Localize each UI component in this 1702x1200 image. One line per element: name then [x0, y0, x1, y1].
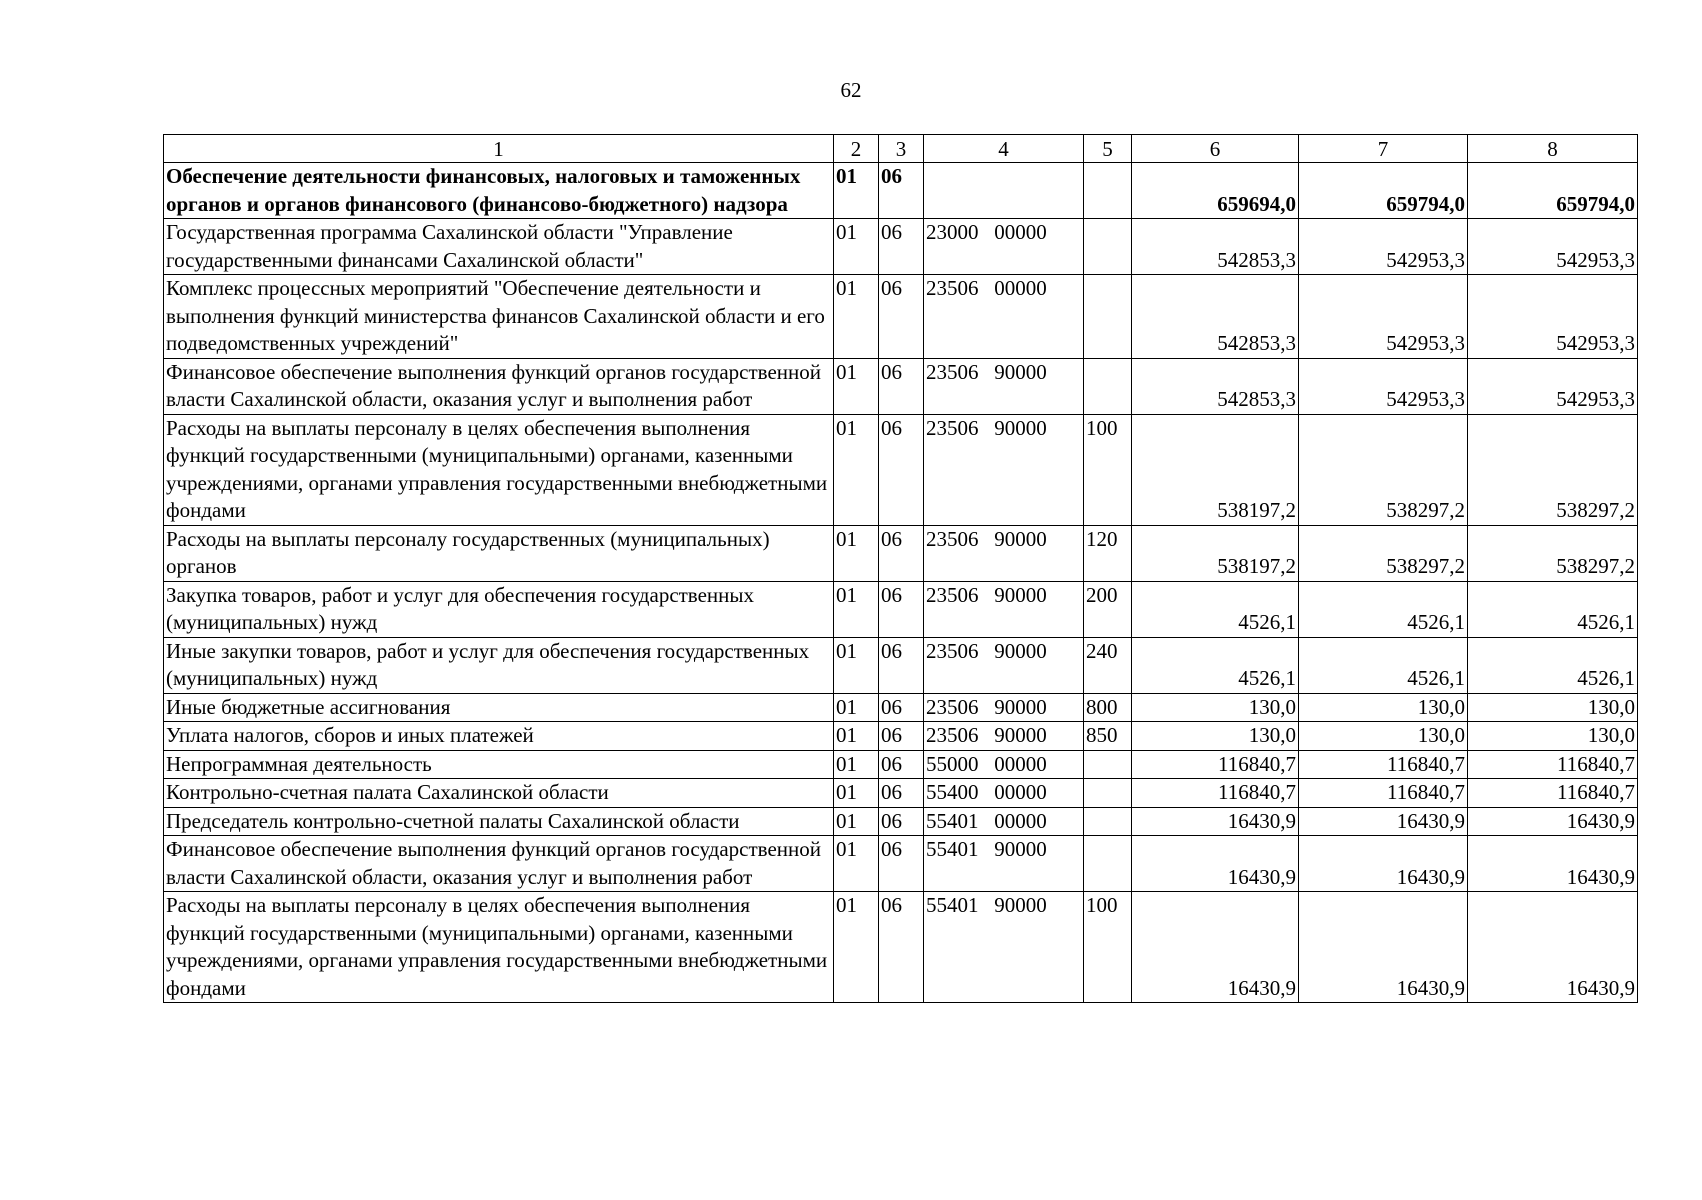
expense-type-code: 800	[1084, 693, 1132, 722]
amount-year-2: 538297,2	[1299, 525, 1468, 581]
section-code: 01	[834, 358, 879, 414]
target-article-code: 23506 90000	[924, 414, 1084, 525]
section-code: 01	[834, 836, 879, 892]
section-code: 01	[834, 163, 879, 219]
amount-year-2: 542953,3	[1299, 275, 1468, 359]
table-row	[164, 581, 1638, 637]
section-code: 01	[834, 750, 879, 779]
row-name: Финансовое обеспечение выполнения функций органов государственной власти Сахалинской области, оказания услуг и выполнения работ	[164, 358, 834, 414]
amount-year-3: 16430,9	[1468, 807, 1638, 836]
subsection-code: 06	[879, 525, 924, 581]
section-code: 01	[834, 807, 879, 836]
target-article-code: 55000 00000	[924, 750, 1084, 779]
amount-year-1: 4526,1	[1132, 637, 1299, 693]
target-article-code: 55401 90000	[924, 836, 1084, 892]
column-number-row	[164, 135, 1638, 163]
subsection-code: 06	[879, 414, 924, 525]
row-name: Иные бюджетные ассигнования	[164, 693, 834, 722]
amount-year-1: 542853,3	[1132, 358, 1299, 414]
amount-year-1: 16430,9	[1132, 807, 1299, 836]
column-number: 2	[834, 135, 879, 163]
target-article-code: 23506 90000	[924, 693, 1084, 722]
amount-year-2: 542953,3	[1299, 358, 1468, 414]
table-row	[164, 414, 1638, 525]
subsection-code: 06	[879, 750, 924, 779]
column-number: 5	[1084, 135, 1132, 163]
target-article-code: 23000 00000	[924, 219, 1084, 275]
table-body	[164, 135, 1638, 1003]
amount-year-3: 538297,2	[1468, 525, 1638, 581]
budget-table	[163, 134, 1638, 1003]
amount-year-3: 659794,0	[1468, 163, 1638, 219]
page-number: 62	[840, 78, 862, 102]
section-code: 01	[834, 892, 879, 1003]
table-row	[164, 836, 1638, 892]
amount-year-2: 16430,9	[1299, 892, 1468, 1003]
expense-type-code	[1084, 275, 1132, 359]
subsection-code: 06	[879, 275, 924, 359]
section-code: 01	[834, 219, 879, 275]
target-article-code: 23506 90000	[924, 637, 1084, 693]
expense-type-code: 200	[1084, 581, 1132, 637]
amount-year-2: 16430,9	[1299, 807, 1468, 836]
amount-year-3: 116840,7	[1468, 750, 1638, 779]
amount-year-1: 116840,7	[1132, 779, 1299, 808]
subsection-code: 06	[879, 779, 924, 808]
section-code: 01	[834, 581, 879, 637]
row-name: Государственная программа Сахалинской области "Управление государственными финансами Сахалинской области"	[164, 219, 834, 275]
subsection-code: 06	[879, 722, 924, 751]
table-row	[164, 892, 1638, 1003]
amount-year-1: 116840,7	[1132, 750, 1299, 779]
amount-year-3: 542953,3	[1468, 275, 1638, 359]
target-article-code	[924, 163, 1084, 219]
amount-year-3: 4526,1	[1468, 637, 1638, 693]
amount-year-2: 659794,0	[1299, 163, 1468, 219]
amount-year-3: 542953,3	[1468, 358, 1638, 414]
amount-year-3: 542953,3	[1468, 219, 1638, 275]
column-number: 3	[879, 135, 924, 163]
amount-year-3: 4526,1	[1468, 581, 1638, 637]
amount-year-1: 538197,2	[1132, 414, 1299, 525]
target-article-code: 23506 90000	[924, 722, 1084, 751]
amount-year-1: 16430,9	[1132, 892, 1299, 1003]
section-code: 01	[834, 693, 879, 722]
row-name: Расходы на выплаты персоналу в целях обеспечения выполнения функций государственными (муниципальными) органами, казенными учреждениями, органами управления государственными внебюджетными фондами	[164, 892, 834, 1003]
amount-year-2: 116840,7	[1299, 750, 1468, 779]
subsection-code: 06	[879, 163, 924, 219]
amount-year-1: 16430,9	[1132, 836, 1299, 892]
row-name: Финансовое обеспечение выполнения функций органов государственной власти Сахалинской области, оказания услуг и выполнения работ	[164, 836, 834, 892]
section-code: 01	[834, 779, 879, 808]
amount-year-2: 542953,3	[1299, 219, 1468, 275]
row-name: Непрограммная деятельность	[164, 750, 834, 779]
table-row	[164, 525, 1638, 581]
amount-year-2: 538297,2	[1299, 414, 1468, 525]
amount-year-2: 116840,7	[1299, 779, 1468, 808]
row-name: Расходы на выплаты персоналу государственных (муниципальных) органов	[164, 525, 834, 581]
target-article-code: 23506 00000	[924, 275, 1084, 359]
subsection-code: 06	[879, 836, 924, 892]
table-row	[164, 637, 1638, 693]
section-code: 01	[834, 637, 879, 693]
row-name: Закупка товаров, работ и услуг для обеспечения государственных (муниципальных) нужд	[164, 581, 834, 637]
expense-type-code	[1084, 836, 1132, 892]
amount-year-2: 4526,1	[1299, 581, 1468, 637]
amount-year-2: 130,0	[1299, 722, 1468, 751]
expense-type-code	[1084, 219, 1132, 275]
amount-year-2: 16430,9	[1299, 836, 1468, 892]
table-row	[164, 163, 1638, 219]
amount-year-1: 130,0	[1132, 693, 1299, 722]
row-name: Председатель контрольно-счетной палаты Сахалинской области	[164, 807, 834, 836]
column-number: 8	[1468, 135, 1638, 163]
row-name: Иные закупки товаров, работ и услуг для обеспечения государственных (муниципальных) нужд	[164, 637, 834, 693]
expense-type-code	[1084, 779, 1132, 808]
target-article-code: 55400 00000	[924, 779, 1084, 808]
subsection-code: 06	[879, 219, 924, 275]
subsection-code: 06	[879, 892, 924, 1003]
amount-year-3: 538297,2	[1468, 414, 1638, 525]
section-code: 01	[834, 525, 879, 581]
expense-type-code: 240	[1084, 637, 1132, 693]
table-row	[164, 358, 1638, 414]
subsection-code: 06	[879, 581, 924, 637]
amount-year-1: 538197,2	[1132, 525, 1299, 581]
amount-year-2: 4526,1	[1299, 637, 1468, 693]
section-code: 01	[834, 275, 879, 359]
column-number: 1	[164, 135, 834, 163]
expense-type-code	[1084, 750, 1132, 779]
amount-year-2: 130,0	[1299, 693, 1468, 722]
table-row	[164, 779, 1638, 808]
table-row	[164, 807, 1638, 836]
row-name: Контрольно-счетная палата Сахалинской области	[164, 779, 834, 808]
target-article-code: 23506 90000	[924, 358, 1084, 414]
table-row	[164, 722, 1638, 751]
table-row	[164, 275, 1638, 359]
amount-year-1: 542853,3	[1132, 219, 1299, 275]
amount-year-3: 16430,9	[1468, 836, 1638, 892]
amount-year-1: 659694,0	[1132, 163, 1299, 219]
expense-type-code: 100	[1084, 414, 1132, 525]
section-code: 01	[834, 722, 879, 751]
target-article-code: 23506 90000	[924, 581, 1084, 637]
table-row	[164, 219, 1638, 275]
amount-year-3: 130,0	[1468, 722, 1638, 751]
subsection-code: 06	[879, 693, 924, 722]
expense-type-code	[1084, 358, 1132, 414]
amount-year-3: 130,0	[1468, 693, 1638, 722]
row-name: Комплекс процессных мероприятий "Обеспечение деятельности и выполнения функций министерства финансов Сахалинской области и его подведомственных учреждений"	[164, 275, 834, 359]
target-article-code: 23506 90000	[924, 525, 1084, 581]
subsection-code: 06	[879, 358, 924, 414]
amount-year-3: 116840,7	[1468, 779, 1638, 808]
amount-year-3: 16430,9	[1468, 892, 1638, 1003]
expense-type-code: 850	[1084, 722, 1132, 751]
table-row	[164, 750, 1638, 779]
section-code: 01	[834, 414, 879, 525]
subsection-code: 06	[879, 637, 924, 693]
column-number: 7	[1299, 135, 1468, 163]
table-row	[164, 693, 1638, 722]
target-article-code: 55401 90000	[924, 892, 1084, 1003]
target-article-code: 55401 00000	[924, 807, 1084, 836]
expense-type-code: 120	[1084, 525, 1132, 581]
row-name: Обеспечение деятельности финансовых, налоговых и таможенных органов и органов финансового (финансово-бюджетного) надзора	[164, 163, 834, 219]
row-name: Расходы на выплаты персоналу в целях обеспечения выполнения функций государственными (муниципальными) органами, казенными учреждениями, органами управления государственными внебюджетными фондами	[164, 414, 834, 525]
amount-year-1: 4526,1	[1132, 581, 1299, 637]
amount-year-1: 542853,3	[1132, 275, 1299, 359]
expense-type-code: 100	[1084, 892, 1132, 1003]
column-number: 4	[924, 135, 1084, 163]
expense-type-code	[1084, 163, 1132, 219]
row-name: Уплата налогов, сборов и иных платежей	[164, 722, 834, 751]
subsection-code: 06	[879, 807, 924, 836]
amount-year-1: 130,0	[1132, 722, 1299, 751]
column-number: 6	[1132, 135, 1299, 163]
expense-type-code	[1084, 807, 1132, 836]
